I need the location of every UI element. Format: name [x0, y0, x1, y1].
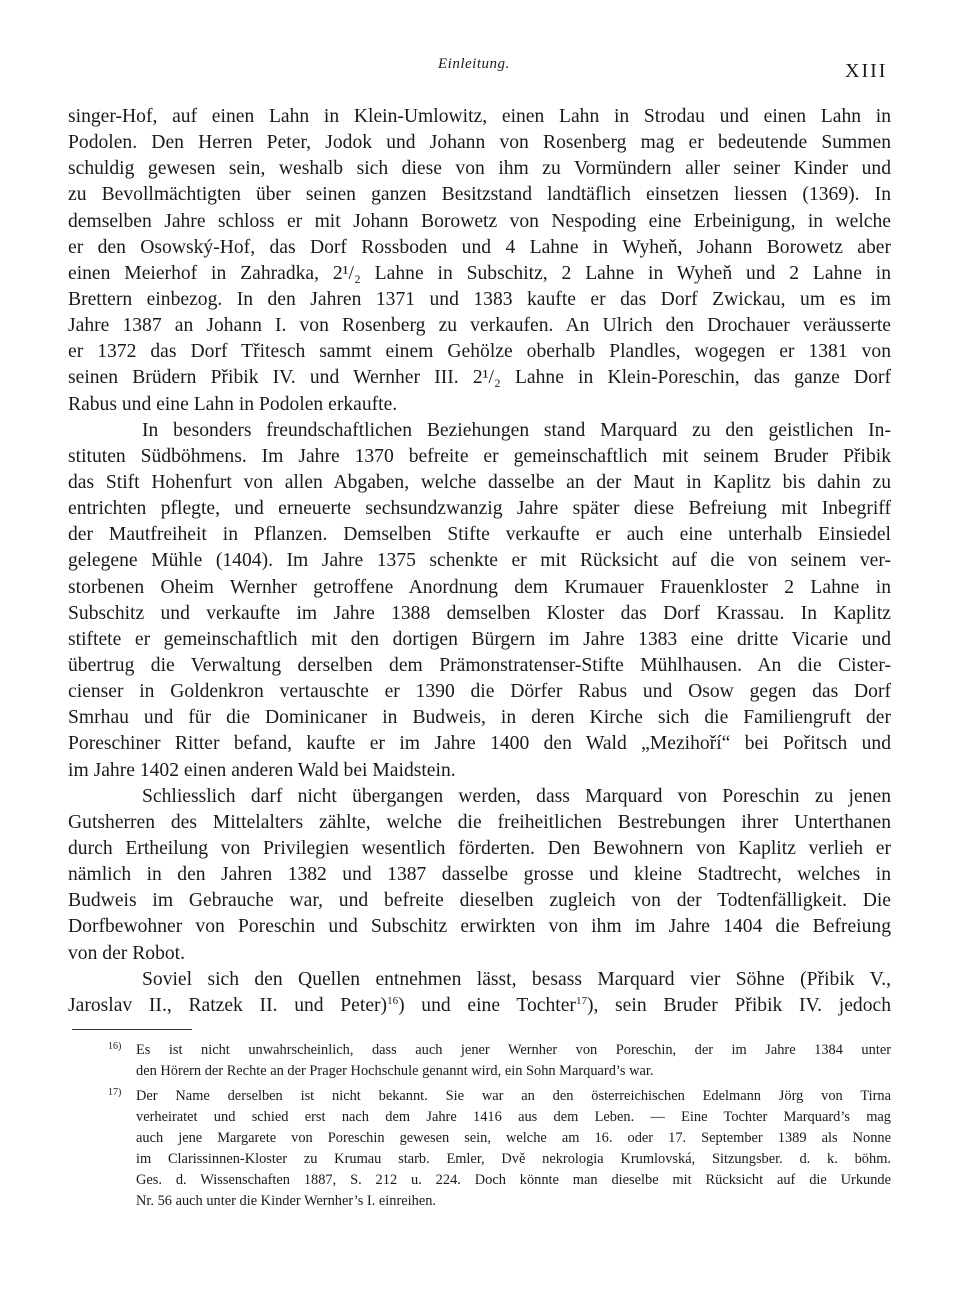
footnote-16 — [108, 1040, 891, 1082]
text-line: Brettern einbezog. In den Jahren 1371 und 1383 kaufte er das Dorf Zwickau, um es im — [68, 288, 891, 310]
text-line: Podolen. Den Herren Peter, Jodok und Johann von Rosenberg mag er bedeutende Summen — [68, 132, 891, 154]
text-line: das Stift Hohenfurt von allen Abgaben, welche dasselbe an der Maut in Kaplitz bis dahin zu — [68, 471, 891, 493]
text-line: gelegene Mühle (1404). Im Jahre 1375 schenkte er mit Rücksicht auf die von seinem ver- — [68, 550, 891, 572]
footnote-line: Nr. 56 auch unter die Kinder Wernher’s I. einreihen. — [136, 1193, 437, 1209]
text-line: Smrhau und für die Dominicaner in Budweis, in deren Kirche sich die Familiengruft der — [68, 707, 891, 729]
text-line: einen Meierhof in Zahradka, 2¹/₂ Lahne in Subschitz, 2 Lahne in Wyheň und 2 Lahne in — [68, 262, 891, 284]
text-line: durch Ertheilung von Privilegien wesentlich förderten. Den Bewohnern von Kaplitz verlieh er — [68, 837, 891, 859]
text-line: schuldig gewesen sein, weshalb sich diese von ihm zu Vormündern aller seiner Kinder und — [68, 158, 891, 180]
footnote-line: auch jene Margarete von Poreschin gewesen sein, welche am 16. oder 17. September 1389 als Nonne — [136, 1130, 891, 1146]
text-segment: ), sein Bruder Přibik IV. jedoch — [586, 994, 891, 1016]
text-line: singer-Hof, auf einen Lahn in Klein-Umlowitz, einen Lahn in Strodau und einen Lahn in — [68, 106, 891, 127]
footnote-line: verheiratet und schied erst nach dem Jahre 1416 aus dem Leben. — Eine Tochter Marquard’s mag — [136, 1109, 891, 1125]
text-line: Jahre 1387 an Johann I. von Rosenberg zu verkaufen. An Ulrich den Drochauer veräusserte — [68, 315, 891, 337]
text-segment: ) und eine Tochter — [398, 994, 576, 1016]
paragraph-start-line: Soviel sich den Quellen entnehmen lässt, besass Marquard vier Söhne (Přibik V., — [142, 968, 891, 990]
text-line: seinen Brüdern Přibik IV. und Wernher III. 2¹/₂ Lahne in Klein-Poreschin, das ganze Dorf — [68, 367, 891, 389]
text-line: übertrug die Verwaltung derselben dem Prämonstratenser-Stifte Mühlhausen. An die Cister- — [68, 654, 891, 676]
footnote-line: Der Name derselben ist nicht bekannt. Sie war an den österreichischen Edelmann Jörg von Tirna — [136, 1088, 891, 1104]
footnote-line: den Hörern der Rechte an der Prager Hochschule genannt wird, ein Sohn Marquard’s war. — [136, 1063, 654, 1079]
footnote-mark: 17) — [108, 1087, 122, 1098]
text-line: von der Robot. — [68, 942, 186, 964]
text-line: nämlich in den Jahren 1382 und 1387 dasselbe grosse und kleine Stadtrecht, welches in — [68, 864, 891, 886]
text-line: demselben Jahre schloss er mit Johann Borowetz von Nespoding eine Erbeinigung, in welche — [68, 210, 891, 232]
text-line-with-refs — [68, 993, 891, 1019]
page-number: XIII — [845, 60, 888, 82]
running-head — [0, 52, 960, 82]
footnote-separator — [72, 1029, 192, 1030]
text-line: er 1372 das Dorf Třitesch sammt einem Gehölze oberhalb Plandles, wogegen er 1381 von — [68, 341, 891, 363]
text-line: stiftete er gemeinschaftlich mit den dortigen Bürgern im Jahre 1383 eine dritte Vicarie und — [68, 628, 891, 650]
text-line: Poreschiner Ritter befand, kaufte er im Jahre 1400 den Wald „Mezihoří“ bei Pořitsch und — [68, 733, 891, 755]
text-line: der Mautfreiheit in Pflanzen. Demselben Stifte verkaufte er auch eine unterhalb Einsiedel — [68, 524, 891, 546]
footnotes — [108, 1040, 891, 1216]
text-line: im Jahre 1402 einen anderen Wald bei Maidstein. — [68, 759, 456, 781]
footnote-line: im Clarissinnen-Kloster zu Krumau starb. Emler, Dvě nekrologia Krumlovská, Sitzungsber. d. k. böhm. — [136, 1151, 891, 1167]
footnote-line: Ges. d. Wissenschaften 1887, S. 212 u. 224. Doch könnte man dieselbe mit Rücksicht auf die Urkunde — [136, 1172, 891, 1188]
section-title: Einleitung. — [438, 56, 510, 72]
text-line: Rabus und eine Lahn in Podolen erkaufte. — [68, 393, 398, 415]
text-line: er den Osowský-Hof, das Dorf Rossboden und 4 Lahne in Wyheň, Johann Borowetz aber — [68, 236, 891, 258]
text-line: Budweis im Gebrauche war, und befreite dieselben zugleich von der Todtenfälligkeit. Die — [68, 890, 891, 912]
text-line: Dorfbewohner von Poreschin und Subschitz erwirkten von ihm im Jahre 1404 die Befreiung — [68, 916, 891, 938]
text-line: zu Bevollmächtigten über seinen ganzen Besitzstand landtäflich einsetzen liessen (1369). In — [68, 184, 891, 206]
text-line: storbenen Oheim Wernher getroffene Anordnung dem Krumauer Frauenkloster 2 Lahne in — [68, 576, 891, 598]
text-segment: Jaroslav II., Ratzek II. und Peter) — [68, 994, 388, 1016]
paragraph-start-line: Schliesslich darf nicht übergangen werden, dass Marquard von Poreschin zu jenen — [142, 785, 891, 807]
text-line: cienser in Goldenkron vertauschte er 1390 die Dörfer Rabus und Osow gegen das Dorf — [68, 681, 891, 703]
paragraph-start-line: In besonders freundschaftlichen Beziehungen stand Marquard zu den geistlichen In- — [142, 419, 891, 441]
footnote-mark: 16) — [108, 1041, 122, 1052]
text-line: entrichten pflegte, und erneuerte sechsundzwanzig Jahre später diese Befreiung mit Inbegriff — [68, 498, 891, 520]
footnote-line: Es ist nicht unwahrscheinlich, dass auch jener Wernher von Poreschin, der im Jahre 1384 unter — [136, 1042, 891, 1058]
footnote-ref-16[interactable]: 16 — [387, 994, 399, 1007]
text-line: Subschitz und verkaufte im Jahre 1388 demselben Kloster das Dorf Krassau. In Kaplitz — [68, 602, 891, 624]
main-text — [68, 104, 891, 1019]
footnote-ref-17[interactable]: 17 — [575, 994, 587, 1007]
text-line: Gutsherren des Mittelalters zählte, welche die freiheitlichen Bestrebungen ihrer Unterthanen — [68, 811, 891, 833]
footnote-17 — [108, 1086, 891, 1212]
text-line: stituten Südböhmens. Im Jahre 1370 befreite er gemeinschaftlich mit seinem Bruder Přibik — [68, 445, 891, 467]
